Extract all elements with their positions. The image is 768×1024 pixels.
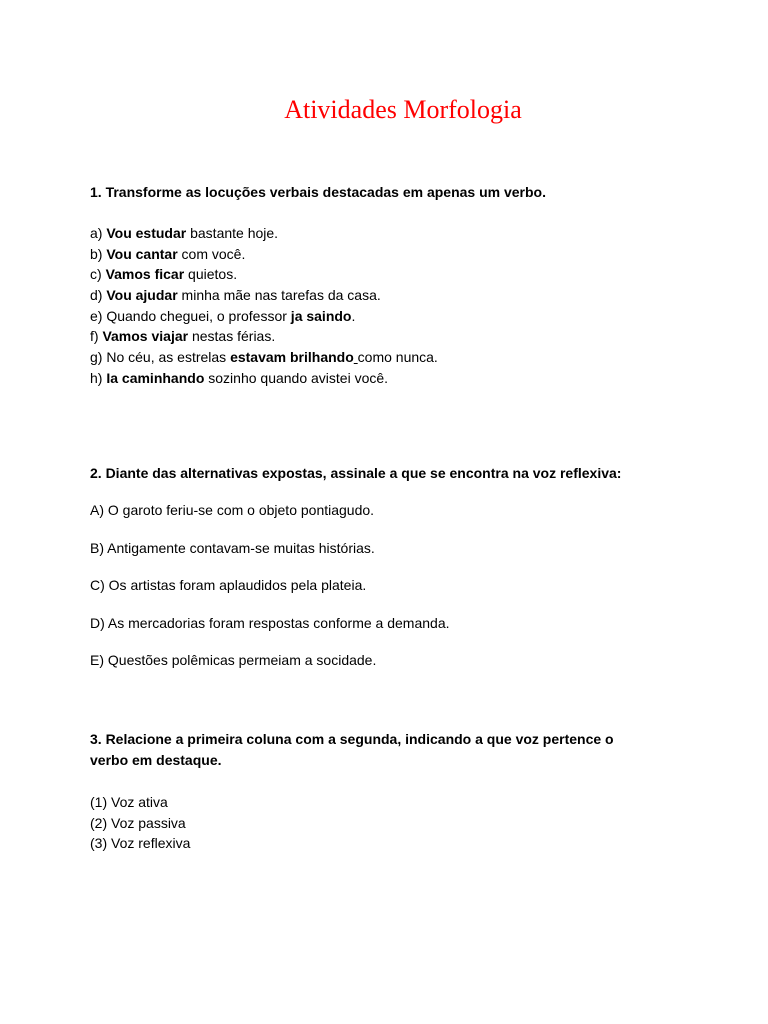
- question-3-heading: [90, 729, 710, 771]
- question-2-option-c: C) Os artistas foram aplaudidos pela plateia.: [90, 577, 367, 593]
- question-2-heading: 2. Diante das alternativas expostas, assinale a que se encontra na voz reflexiva:: [90, 465, 622, 481]
- question-1-item-e: e) Quando cheguei, o professor ja saindo.: [90, 307, 356, 324]
- question-3-heading-line-1: 3. Relacione a primeira coluna com a segunda, indicando a que voz pertence o: [90, 731, 614, 747]
- question-1-item-b: b) Vou cantar com você.: [90, 245, 246, 262]
- question-3-heading-line-2: verbo em destaque.: [90, 752, 222, 768]
- question-3-item-3: (3) Voz reflexiva: [90, 835, 191, 852]
- question-3-item-2: (2) Voz passiva: [90, 814, 186, 831]
- question-1-item-d: d) Vou ajudar minha mãe nas tarefas da casa.: [90, 287, 381, 304]
- document-title: Atividades Morfologia: [284, 95, 522, 124]
- question-2-option-b: B) Antigamente contavam-se muitas histórias.: [90, 539, 375, 556]
- question-1-list: [90, 223, 690, 389]
- question-2-option-e: E) Questões polêmicas permeiam a socidade.: [90, 652, 377, 668]
- question-1-heading: 1. Transforme as locuções verbais destacadas em apenas um verbo.: [90, 184, 546, 200]
- question-1-item-c: c) Vamos ficar quietos.: [90, 266, 238, 283]
- question-1-item-g: g) No céu, as estrelas estavam brilhando como nunca.: [90, 349, 438, 366]
- question-3-list: [90, 792, 690, 854]
- question-1-item-a: a) Vou estudar bastante hoje.: [90, 225, 279, 241]
- question-2-option-a: A) O garoto feriu-se com o objeto pontiagudo.: [90, 502, 375, 518]
- question-2-options: [90, 500, 690, 688]
- question-1-item-f: f) Vamos viajar nestas férias.: [90, 328, 276, 345]
- question-3-item-1: (1) Voz ativa: [90, 794, 168, 810]
- question-2-option-d: D) As mercadorias foram respostas conforme a demanda.: [90, 614, 450, 631]
- question-1-item-h: h) Ia caminhando sozinho quando avistei você.: [90, 369, 389, 386]
